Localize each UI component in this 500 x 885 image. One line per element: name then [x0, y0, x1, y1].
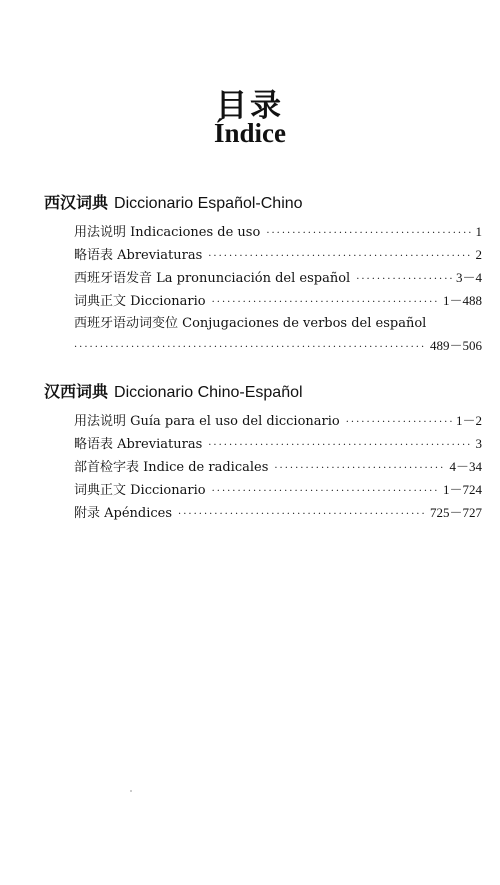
- toc-entry-page: 3: [475, 436, 482, 451]
- toc-entry-label: 词典正文 Diccionario: [74, 483, 206, 498]
- dot-leader: [212, 480, 439, 503]
- dot-leader: [208, 245, 471, 268]
- toc-entry-label: 词典正文 Diccionario: [74, 294, 206, 309]
- toc-entry-label: 用法说明 Indicaciones de uso: [74, 225, 261, 240]
- toc-entry-label: 西班牙语动词变位 Conjugaciones de verbos del español: [74, 316, 427, 331]
- toc-entry[interactable]: [74, 289, 482, 312]
- scan-speck: [130, 790, 132, 792]
- section-heading: [44, 382, 484, 404]
- page-title-spanish: Índice: [213, 118, 286, 148]
- section-spanish-chinese: [44, 193, 484, 357]
- toc-entry-page: 1－2: [455, 413, 482, 428]
- toc-entry[interactable]: [74, 220, 482, 243]
- toc-entry[interactable]: [74, 501, 482, 524]
- page-title-chinese: 目录: [216, 88, 284, 124]
- section-heading-chinese: 西汉词典: [44, 195, 109, 212]
- toc-entry-page: 4－34: [449, 459, 482, 474]
- section-heading-spanish: Diccionario Español-Chino: [114, 195, 303, 212]
- toc-entry-page: 725－727: [429, 505, 482, 520]
- toc-entry-page: 1－488: [442, 293, 482, 308]
- toc-entry[interactable]: [74, 478, 482, 501]
- toc-list: [74, 220, 482, 357]
- dot-leader: [208, 434, 471, 457]
- dot-leader: [274, 457, 445, 480]
- section-heading-spanish: Diccionario Chino-Español: [114, 384, 303, 401]
- dot-leader: [74, 336, 426, 359]
- toc-entry-page: 3－4: [455, 270, 482, 285]
- section-heading: [44, 193, 484, 215]
- toc-list: [74, 409, 482, 524]
- dot-leader: [212, 291, 439, 314]
- toc-entry-page: 489－506: [429, 338, 482, 353]
- dot-leader: [178, 503, 426, 526]
- toc-entry[interactable]: [74, 432, 482, 455]
- toc-entry[interactable]: [74, 455, 482, 478]
- toc-entry-label: 西班牙语发音 La pronunciación del español: [74, 271, 351, 286]
- section-chinese-spanish: [44, 382, 484, 524]
- dot-leader: [356, 268, 452, 291]
- toc-entry-page: 1－724: [442, 482, 482, 497]
- toc-entry[interactable]: [74, 243, 482, 266]
- toc-entry-continuation[interactable]: [74, 334, 482, 357]
- dot-leader: [266, 222, 471, 245]
- toc-entry-label: 部首检字表 Indice de radicales: [74, 460, 269, 475]
- toc-entry[interactable]: [74, 409, 482, 432]
- toc-entry[interactable]: [74, 312, 482, 334]
- toc-entry-label: 用法说明 Guía para el uso del diccionario: [74, 414, 340, 429]
- dot-leader: [346, 411, 452, 434]
- toc-entry-page: 1: [475, 224, 482, 239]
- section-heading-chinese: 汉西词典: [44, 384, 109, 401]
- toc-entry-label: 略语表 Abreviaturas: [74, 248, 203, 263]
- toc-entry-label: 附录 Apéndices: [74, 506, 173, 521]
- toc-entry-page: 2: [475, 247, 482, 262]
- toc-entry[interactable]: [74, 266, 482, 289]
- toc-entry-label: 略语表 Abreviaturas: [74, 437, 203, 452]
